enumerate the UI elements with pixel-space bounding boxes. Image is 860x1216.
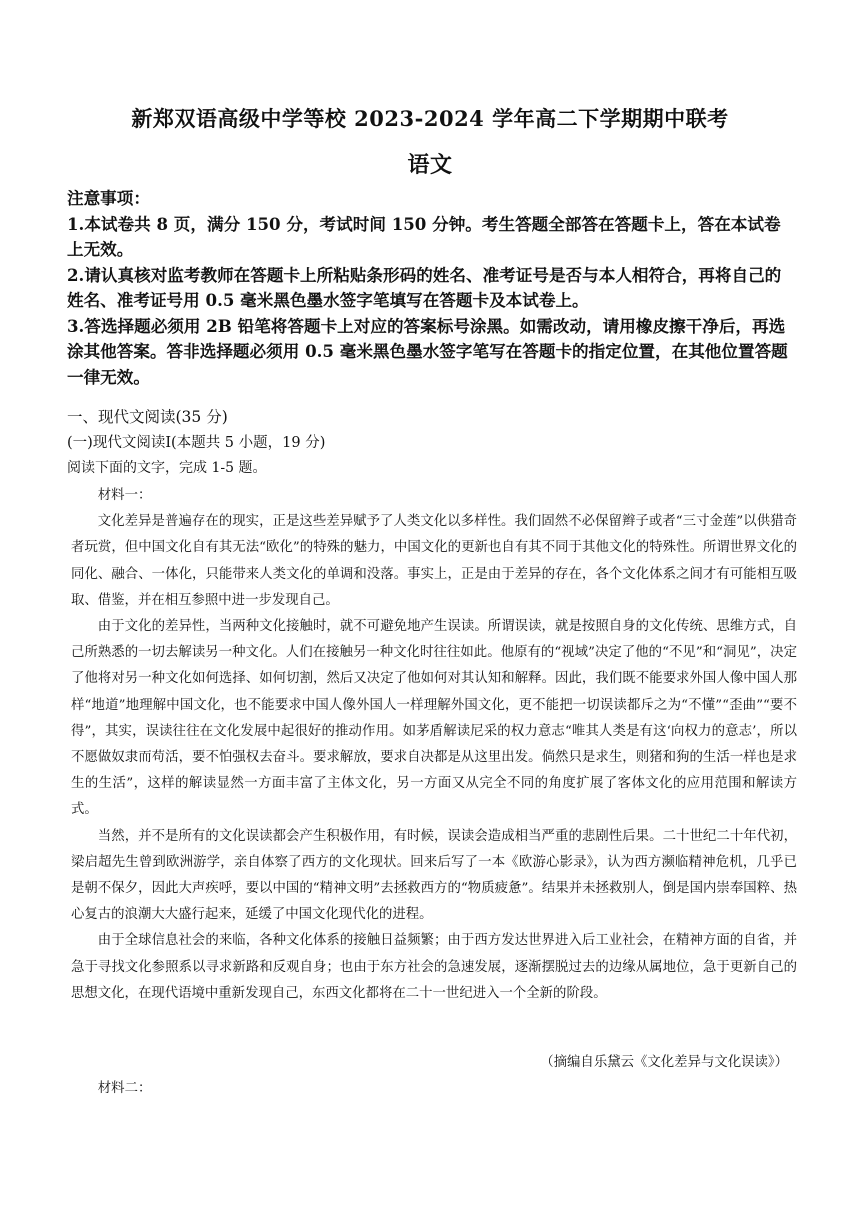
section-instruction: 阅读下面的文字，完成 1-5 题。	[67, 460, 267, 476]
section-subheading: (一)现代文阅读Ⅰ(本题共 5 小题，19 分)	[67, 435, 326, 451]
subject-title: 语文	[407, 152, 453, 178]
notice-item-2: 2.请认真核对监考教师在答题卡上所粘贴条形码的姓名、准考证号是否与本人相符合，再将自己的姓名、准考证号用 0.5 毫米黑色墨水签字笔填写在答题卡及本试卷上。	[67, 264, 782, 310]
material-2-label: 材料二：	[97, 1081, 152, 1096]
section-heading: 一、现代文阅读(35 分)	[67, 408, 228, 426]
material-1-paragraph: 当然，并不是所有的文化误读都会产生积极作用，有时候，误读会造成相当严重的悲剧性后果。二十世纪二十年代初，梁启超先生曾到欧洲游学，亲自体察了西方的文化现状。回来后写了一本《欧游心影录》，认为西方濒临精神危机，几乎已是朝不保夕，因此大声疾呼，要以中国的“精神文明”去拯救西方的“物质疲惫”。结果并未拯救别人，倒是国内崇奉国粹、热心复古的浪潮大大盛行起来，延缓了中国文化现代化的进程。	[71, 828, 797, 923]
material-1	[71, 483, 797, 1007]
material-1-label: 材料一：	[97, 488, 152, 503]
material-1-paragraph: 由于文化的差异性，当两种文化接触时，就不可避免地产生误读。所谓误读，就是按照自身的文化传统、思维方式，自己所熟悉的一切去解读另一种文化。人们在接触另一种文化时往往如此。他原有的“视域”决定了他的“不见”和“洞见”，决定了他将对另一种文化如何选择、如何切割，然后又决定了他如何对其认知和解释。因此，我们既不能要求外国人像中国人那样“地道”地理解中国文化，也不能要求中国人像外国人一样理解外国文化，更不能把一切误读都斥之为“不懂”“歪曲”“要不得”，其实，误读往往在文化发展中起很好的推动作用。如茅盾解读尼采的权力意志“唯其人类是有这‘向权力的意志’，所以不愿做奴隶而苟活，要不怕强权去奋斗。要求解放，要求自决都是从这里出发。倘然只是求生，则猪和狗的生活一样也是求生的生活”，这样的解读显然一方面丰富了主体文化，另一方面又从完全不同的角度扩展了客体文化的应用范围和解读方式。	[71, 619, 797, 818]
material-1-paragraph: 由于全球信息社会的来临，各种文化体系的接触日益频繁；由于西方发达世界进入后工业社会，在精神方面的自省，并急于寻找文化参照系以寻求新路和反观自身；也由于东方社会的急速发展，逐渐摆脱过去的边缘从属地位，急于更新自己的思想文化，在现代语境中重新发现自己，东西文化都将在二十一世纪进入一个全新的阶段。	[71, 933, 797, 1001]
notice-block	[67, 186, 793, 390]
material-2	[71, 1076, 797, 1102]
notice-item-3: 3.答选择题必须用 2B 铅笔将答题卡上对应的答案标号涂黑。如需改动，请用橡皮擦干净后，再选涂其他答案。答非选择题必须用 0.5 毫米黑色墨水签字笔写在答题卡的指定位置，在其他位置答题一律无效。	[67, 315, 788, 387]
exam-title: 新郑双语高级中学等校 2023-2024 学年高二下学期期中联考	[131, 106, 729, 131]
notice-item-1: 1.本试卷共 8 页，满分 150 分，考试时间 150 分钟。考生答题全部答在答题卡上，答在本试卷上无效。	[67, 213, 781, 259]
material-1-paragraph: 文化差异是普遍存在的现实，正是这些差异赋予了人类文化以多样性。我们固然不必保留辫子或者“三寸金莲”以供猎奇者玩赏，但中国文化自有其无法“欧化”的特殊的魅力，中国文化的更新也自有其不同于其他文化的特殊性。所谓世界文化的同化、融合、一体化，只能带来人类文化的单调和没落。事实上，正是由于差异的存在，各个文化体系之间才有可能相互吸取、借鉴，并在相互参照中进一步发现自己。	[71, 514, 797, 608]
material-1-source: （摘编自乐黛云《文化差异与文化误读》）	[540, 1055, 788, 1070]
notice-heading: 注意事项：	[67, 188, 150, 208]
